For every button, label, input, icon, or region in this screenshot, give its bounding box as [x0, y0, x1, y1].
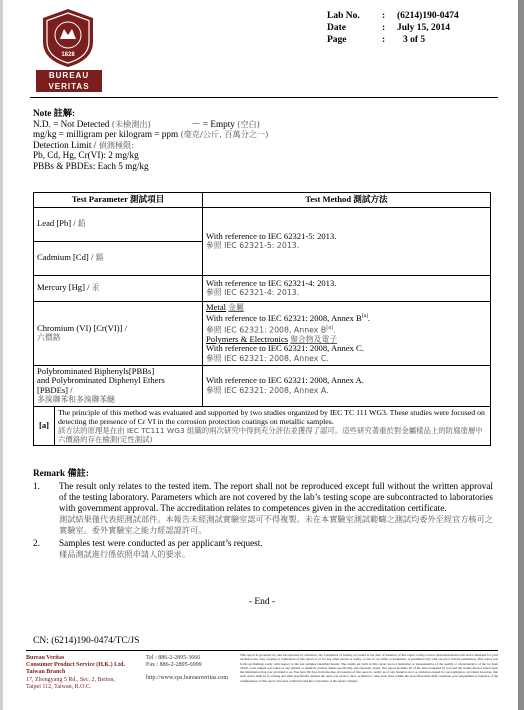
page-row [327, 34, 459, 46]
page-label: Page [327, 35, 347, 45]
method-pb-cd: With reference to IEC 62321-5: 2013. 參照 IEC 62321-5: 2013. [203, 207, 491, 275]
seal-emblem-icon [42, 8, 94, 68]
cn-reference: CN: (6214)190-0474/TC/JS [33, 636, 140, 646]
lab-no-row [327, 10, 459, 22]
remark-title: Remark 備註: [33, 468, 89, 478]
param-chromium: Chromium (VI) [Cr(VI)] / 六價鉻 [34, 301, 203, 365]
table-row [34, 207, 491, 241]
lab-no-label: Lab No. [327, 11, 360, 21]
footer-website-link[interactable]: http://www.cps.bureauveritas.com [146, 675, 229, 682]
notes-title: Note 註解: [33, 108, 76, 118]
method-hg: With reference to IEC 62321-4: 2013. 參照 IEC 62321-4: 2013. [203, 275, 491, 301]
footer-disclaimer: This report is governed by, and incorporates by reference, the Conditions of Testing as posted at the date of issuance of this report at http://www.cps.bureauveritas.com and is intended for your exclusive use. Any copying or replication of this report to or for any other person or entity, or use of our name or trademark, is permitted only with our prior written permission. This report sets forth our findings solely with respect to the test samples identified herein. The results set forth in this report are not indicative or representative of the quality or characteristics of the lot from which a test sample was taken or any similar or identical product unless specifically and expressly noted. Our report includes all of the tests requested by you and the results thereof based upon the information that you provided to us. You have 60 days from the date of issuance of this report to notify us of any material error or omission caused by our negligence, provided, however, that such notice shall be in writing and shall specifically address the issue you wish to raise. A failure to raise such issue within the prescribed time shall constitute your unqualified acceptance of the completeness of this report, the tests conducted and the correctness of the report contents. [240, 653, 498, 683]
notes-section [33, 108, 493, 172]
brand-line-1: BUREAU [48, 71, 90, 80]
page-footer [26, 650, 498, 700]
table-row [34, 275, 491, 301]
page-value: 3 of 5 [403, 35, 426, 45]
param-lead: Lead [Pb] / 鉛 [34, 207, 203, 241]
remark-section [33, 468, 493, 560]
col-test-method: Test Method 測試方法 [203, 193, 491, 208]
footer-divider [26, 650, 498, 651]
colon: : [382, 23, 386, 33]
date-label: Date [327, 23, 346, 33]
detection-limit-pbb: PBBs & PBDEs: Each 5 mg/kg [33, 160, 149, 171]
date-value: July 15, 2014 [397, 23, 451, 33]
table-row [34, 301, 491, 365]
brand-line-2: VERITAS [48, 82, 90, 91]
end-marker: - End - [248, 597, 276, 607]
logo-band [36, 70, 102, 92]
table-row [34, 365, 491, 406]
bureau-veritas-logo [36, 8, 102, 92]
report-header [327, 10, 459, 46]
param-cadmium: Cadmium [Cd] / 鎘 [34, 241, 203, 275]
mgkg-line: mg/kg = milligram per kilogram = ppm (毫克/公斤, 百萬分之一) [33, 129, 269, 140]
seal-year: 1828 [61, 52, 75, 58]
param-pbb-pbde: Polybrominated Biphenyls[PBBs] and Polybrominated Diphenyl Ethers [PBDEs] / 多溴聯苯和多溴聯苯醚 [34, 365, 203, 406]
colon: : [382, 35, 386, 45]
table-header-row [34, 193, 491, 208]
method-cr: Metal 金屬 With reference to IEC 62321: 2008, Annex B[a]. 參照 IEC 62321: 2008, Annex B[a]. Polymers & Electronics 聚合物及電子 With reference to IEC 62321: 2008, Annex C. 參照 IEC 62321: 2008, Annex C. [203, 301, 491, 365]
detection-limit-line: Detection Limit / 偵測極限: [33, 139, 135, 150]
header-divider [30, 97, 498, 98]
method-pbb-pbde: With reference to IEC 62321: 2008, Annex A. 參照 IEC 62321: 2008, Annex A. [203, 365, 491, 406]
footer-company: Bureau Veritas Consumer Product Service (H.K.) Ltd. Taiwan Branch 17, Zhongyang 5 Rd., Sec. 2, Beitou, Taipei 112, Taiwan, R.O.C. [26, 655, 125, 690]
footnote-label: [a] [34, 406, 55, 445]
footnote-row [34, 406, 491, 445]
colon: : [382, 11, 386, 21]
col-test-parameter: Test Parameter 測試項目 [34, 193, 203, 208]
remark-item-2: 2. Samples test were conducted as per applicant’s request. 樣品測試進行係依照申請人的要求。 [33, 538, 263, 559]
detection-limit-metals: Pb, Cd, Hg, Cr(VI): 2 mg/kg [33, 150, 139, 161]
footnote-text: The principle of this method was evaluated and supported by two studies organized by IEC TC 111 WG3. These studies were focused on detecting the presence of Cr VI in the corrosion protection coatings on metallic samples. 該方法的原理是在由 IEC TC111 WG3 組織的兩次研究中得到充分評估並獲得了認可。這些研究著重於對金屬樣品上的防腐塗層中六價鉻的存在檢測(定性測試) [55, 406, 491, 445]
footer-contact: Tel : 886-2-2895-3666 Fax : 886-2-2895-6999 http://www.cps.bureauveritas.com [146, 655, 236, 683]
date-row [327, 22, 459, 34]
remark-item-1: 1. The result only relates to the tested item. The report shall not be reproduced except full without the written approval of the testing laboratory. Parameters which are not covered by the lab’s testing scope are subcontracted to laboratories with government approval. The accreditation relates to competences given in the accreditation certificate. 測試結果僅代表經測試部件。本報告未經測試實驗室認可不得複製。未在本實驗室測試範疇之測試均委外至經官方核可之實驗室。委外實驗室之能力經認證許可。 [33, 481, 493, 535]
test-method-table [33, 192, 491, 446]
lab-no-value: (6214)190-0474 [397, 11, 459, 21]
param-mercury: Mercury [Hg] / 汞 [34, 275, 203, 301]
nd-line: N.D. = Not Detected (未檢測出) － = Empty (空白) [33, 118, 260, 129]
